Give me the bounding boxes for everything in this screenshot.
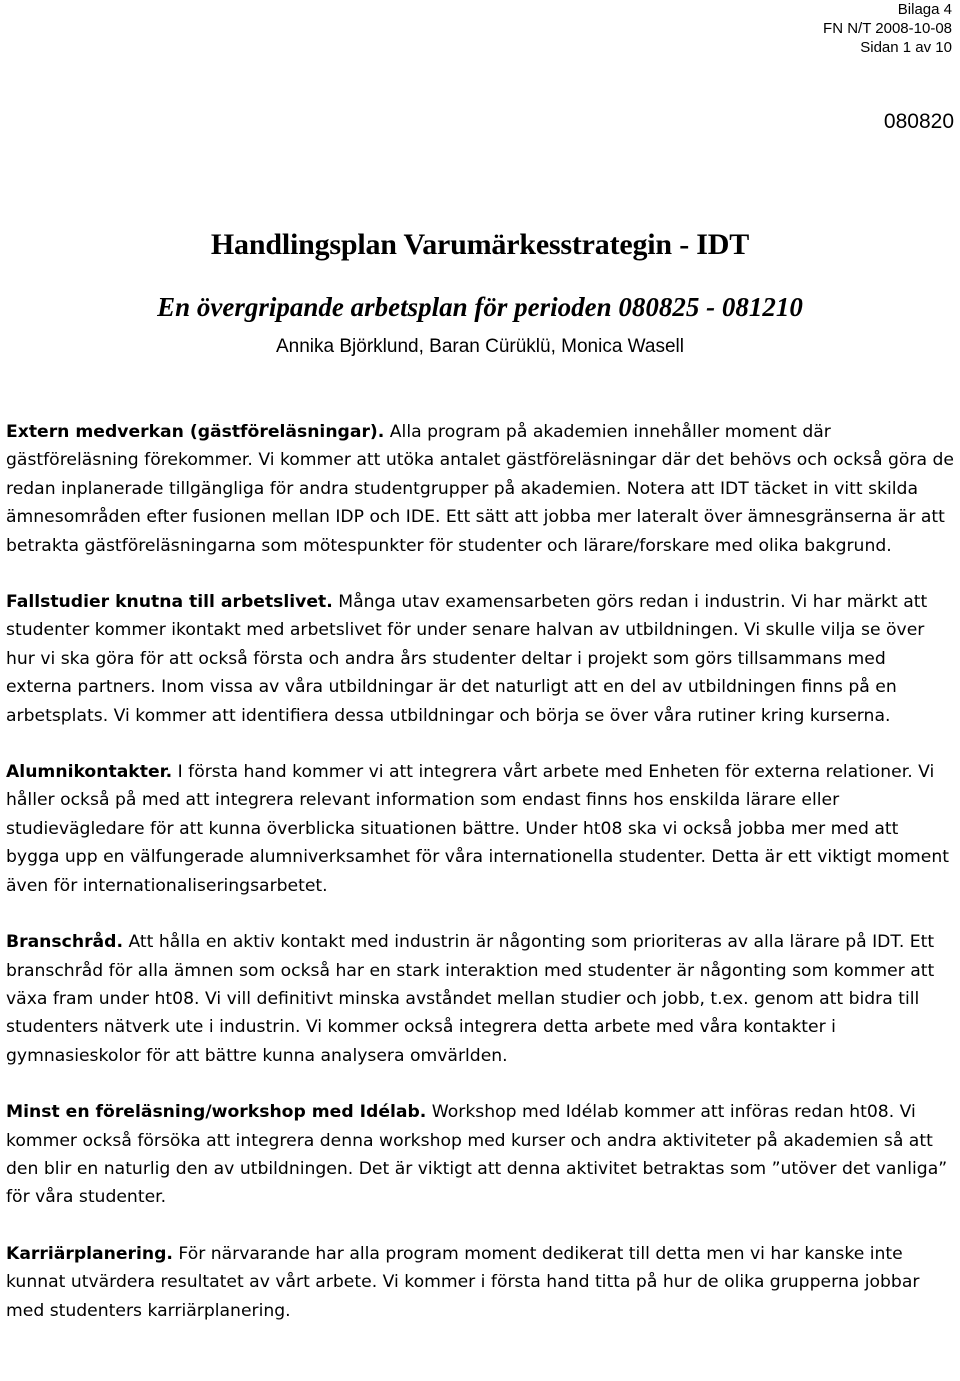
section-heading: Branschråd. (6, 932, 123, 953)
section-heading: Minst en föreläsning/workshop med Idélab. (6, 1102, 427, 1123)
section-karriarplanering (6, 1240, 956, 1325)
section-text: Alla program på akademien innehåller moment där gästföreläsning förekommer. Vi kommer att utöka antalet gästföreläsningar där det behövs och också göra de redan inplanerade tillgängliga för andra studentgrupper på akademien. Notera att IDT täcket in vitt skilda ämnesområden efter fusionen mellan IDP och IDE. Ett sätt att jobba mer lateralt över ämnesgränserna är att betrakta gästföreläsningarna som mötespunkter för studenter och lärare/forskare med olika bakgrund. (6, 422, 954, 556)
attachment-label: Bilaga 4 (897, 1, 952, 18)
section-text: Att hålla en aktiv kontakt med industrin är någonting som prioriteras av alla lärare på IDT. Ett branschråd för alla ämnen som också har en stark interaktion med studenter är någonting som kommer att växa fram under ht08. Vi vill definitivt minska avståndet mellan studier och jobb, t.ex. genom att bidra till studenters nätverk ute i industrin. Vi kommer också integrera detta arbete med våra kontakter i gymnasieskolor för att bättre kunna analysera omvärlden. (6, 932, 935, 1066)
section-text: För närvarande har alla program moment dedikerat till detta men vi har kanske inte kunnat utvärdera resultatet av vårt arbete. Vi kommer i första hand titta på hur de olika grupperna jobbar med studenters karriärplanering. (6, 1243, 920, 1321)
section-extern-medverkan (6, 418, 956, 560)
section-heading: Fallstudier knutna till arbetslivet. (6, 592, 333, 613)
section-text: Många utav examensarbeten görs redan i industrin. Vi har märkt att studenter kommer ikontakt med arbetslivet för under senare halvan av utbildningen. Vi skulle vilja se över hur vi ska göra för att också första och andra års studenter deltar i projekt som görs tillsammans med externa partners. Inom vissa av våra utbildningar är det naturligt att en del av utbildningen finns på en arbetsplats. Vi kommer att identifiera dessa utbildningar och börja se över våra rutiner kring kurserna. (6, 592, 928, 726)
section-fallstudier (6, 588, 956, 730)
section-heading: Extern medverkan (gästföreläsningar). (6, 422, 385, 442)
section-heading: Karriärplanering. (6, 1243, 173, 1264)
authors-line: Annika Björklund, Baran Cürüklü, Monica Wasell (276, 336, 684, 357)
document-body (6, 418, 956, 1353)
document-subtitle: En övergripande arbetsplan för perioden 080825 - 081210 (157, 292, 803, 322)
section-heading: Alumnikontakter. (6, 762, 173, 783)
page-header (823, 0, 952, 57)
document-title: Handlingsplan Varumärkesstrategin - IDT (210, 228, 750, 261)
section-text: I första hand kommer vi att integrera vårt arbete med Enheten för externa relationer. Vi håller också på med att integrera relevant information som endast finns hos enskilda lärare eller studievägledare för att kunna överblicka situationen bättre. Under ht08 ska vi också jobba mer med att bygga upp en välfungerade alumniverksamhet för våra internationella studenter. Detta är ett viktigt moment även för internationaliseringsarbetet. (6, 762, 949, 896)
page-number: Sidan 1 av 10 (860, 39, 952, 56)
section-idelab (6, 1098, 956, 1212)
date-stamp: 080820 (883, 110, 954, 133)
section-text: Workshop med Idélab kommer att införas redan ht08. Vi kommer också försöka att integrera denna workshop med kurser och andra aktiviteter på akademien så att den blir en naturlig den av utbildningen. Det är viktigt att denna aktivitet betraktas som ”utöver det vanliga” för våra studenter. (6, 1102, 948, 1208)
section-alumnikontakter (6, 758, 956, 900)
section-branschrad (6, 928, 956, 1070)
reference-label: FN N/T 2008-10-08 (823, 20, 952, 37)
